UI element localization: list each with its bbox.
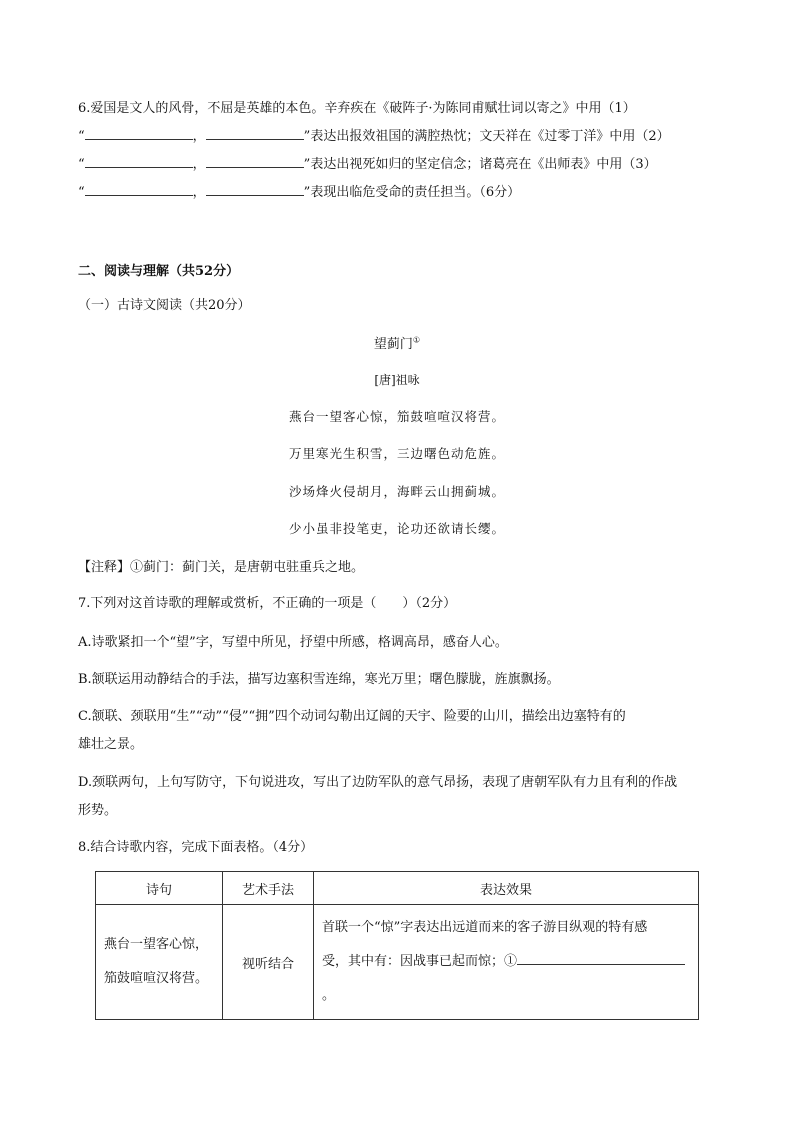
- q8-stem: 8.结合诗歌内容，完成下面表格。（4分）: [78, 840, 314, 855]
- q6-line-3: “ ， ”表达出视死如归的坚定信念；诸葛亮在《出师表》中用（3）: [78, 152, 657, 178]
- q7-option-a[interactable]: A.诗歌紧扣一个“望”字，写望中所见，抒望中所感，格调高昂，感奋人心。: [78, 635, 508, 650]
- poem-line-1: 燕台一望客心惊，笳鼓喧喧汉将营。: [288, 409, 505, 424]
- q7-stem: 7.下列对这首诗歌的理解或赏析，不正确的一项是（ ）（2分）: [78, 596, 457, 611]
- poem-note: 【注释】①蓟门：蓟门关，是唐朝屯驻重兵之地。: [78, 560, 365, 575]
- subsection-heading: （一）古诗文阅读（共20分）: [78, 298, 251, 313]
- q7-option-d[interactable]: D.颈联两句，上句写防守，下句说进攻，写出了边防军队的意气昂扬，表现了唐朝军队有力且有利的作战: [78, 775, 678, 790]
- poem-title: 望蓟门: [373, 337, 413, 352]
- header-technique: 艺术手法: [223, 872, 314, 905]
- q7-option-d-cont: 形势。: [78, 803, 118, 818]
- poem-author: [唐]祖咏: [374, 373, 420, 387]
- q6-line-4: “ ， ”表现出临危受命的责任担当。（6分）: [78, 180, 520, 206]
- cell-technique: 视听结合: [223, 905, 314, 1020]
- q7-option-c-cont: 雄壮之景。: [78, 737, 144, 752]
- q7-option-c[interactable]: C.颔联、颈联用“生”“动”“侵”“拥”四个动词勾勒出辽阔的天宇、险要的山川，描绘出边塞特有的: [78, 709, 626, 724]
- poem-line-3: 沙场烽火侵胡月，海畔云山拥蓟城。: [288, 484, 505, 499]
- q6-line-1: 6.爱国是文人的风骨，不屈是英雄的本色。辛弃疾在《破阵子·为陈同甫赋壮词以寄之》中用（1）: [78, 101, 636, 116]
- q8-answer-blank[interactable]: [517, 950, 685, 965]
- cell-effect: 首联一个“惊”字表达出远道而来的客子游目纵观的特有感 受，其中有：因战事已起而惊；①。: [314, 905, 699, 1020]
- header-effect: 表达效果: [314, 872, 699, 905]
- q6-blank-2b[interactable]: [206, 153, 304, 168]
- q8-table: [95, 871, 699, 1020]
- header-poem: 诗句: [96, 872, 223, 905]
- poem-title-wrap: [0, 333, 794, 352]
- q6-blank-3b[interactable]: [206, 181, 304, 196]
- poem-line-4: 少小虽非投笔吏，论功还欲请长缨。: [288, 521, 505, 536]
- cell-poem: 燕台一望客心惊， 笳鼓喧喧汉将营。: [96, 905, 223, 1020]
- q6-blank-3a[interactable]: [85, 181, 193, 196]
- poem-title-note: ①: [412, 335, 421, 345]
- table-header-row: [96, 872, 699, 905]
- table-row: [96, 905, 699, 1020]
- q7-option-b[interactable]: B.颔联运用动静结合的手法，描写边塞积雪连绵，寒光万里；曙色朦胧，旌旗飘扬。: [78, 672, 560, 687]
- q6-line-2: “ ， ”表达出报效祖国的满腔热忱；文天祥在《过零丁洋》中用（2）: [78, 124, 670, 150]
- q6-blank-1b[interactable]: [206, 125, 304, 140]
- q6-blank-1a[interactable]: [85, 125, 193, 140]
- poem-line-2: 万里寒光生积雪，三边曙色动危旌。: [288, 446, 505, 461]
- section-heading: 二、阅读与理解（共52分）: [78, 264, 240, 279]
- q6-blank-2a[interactable]: [85, 153, 193, 168]
